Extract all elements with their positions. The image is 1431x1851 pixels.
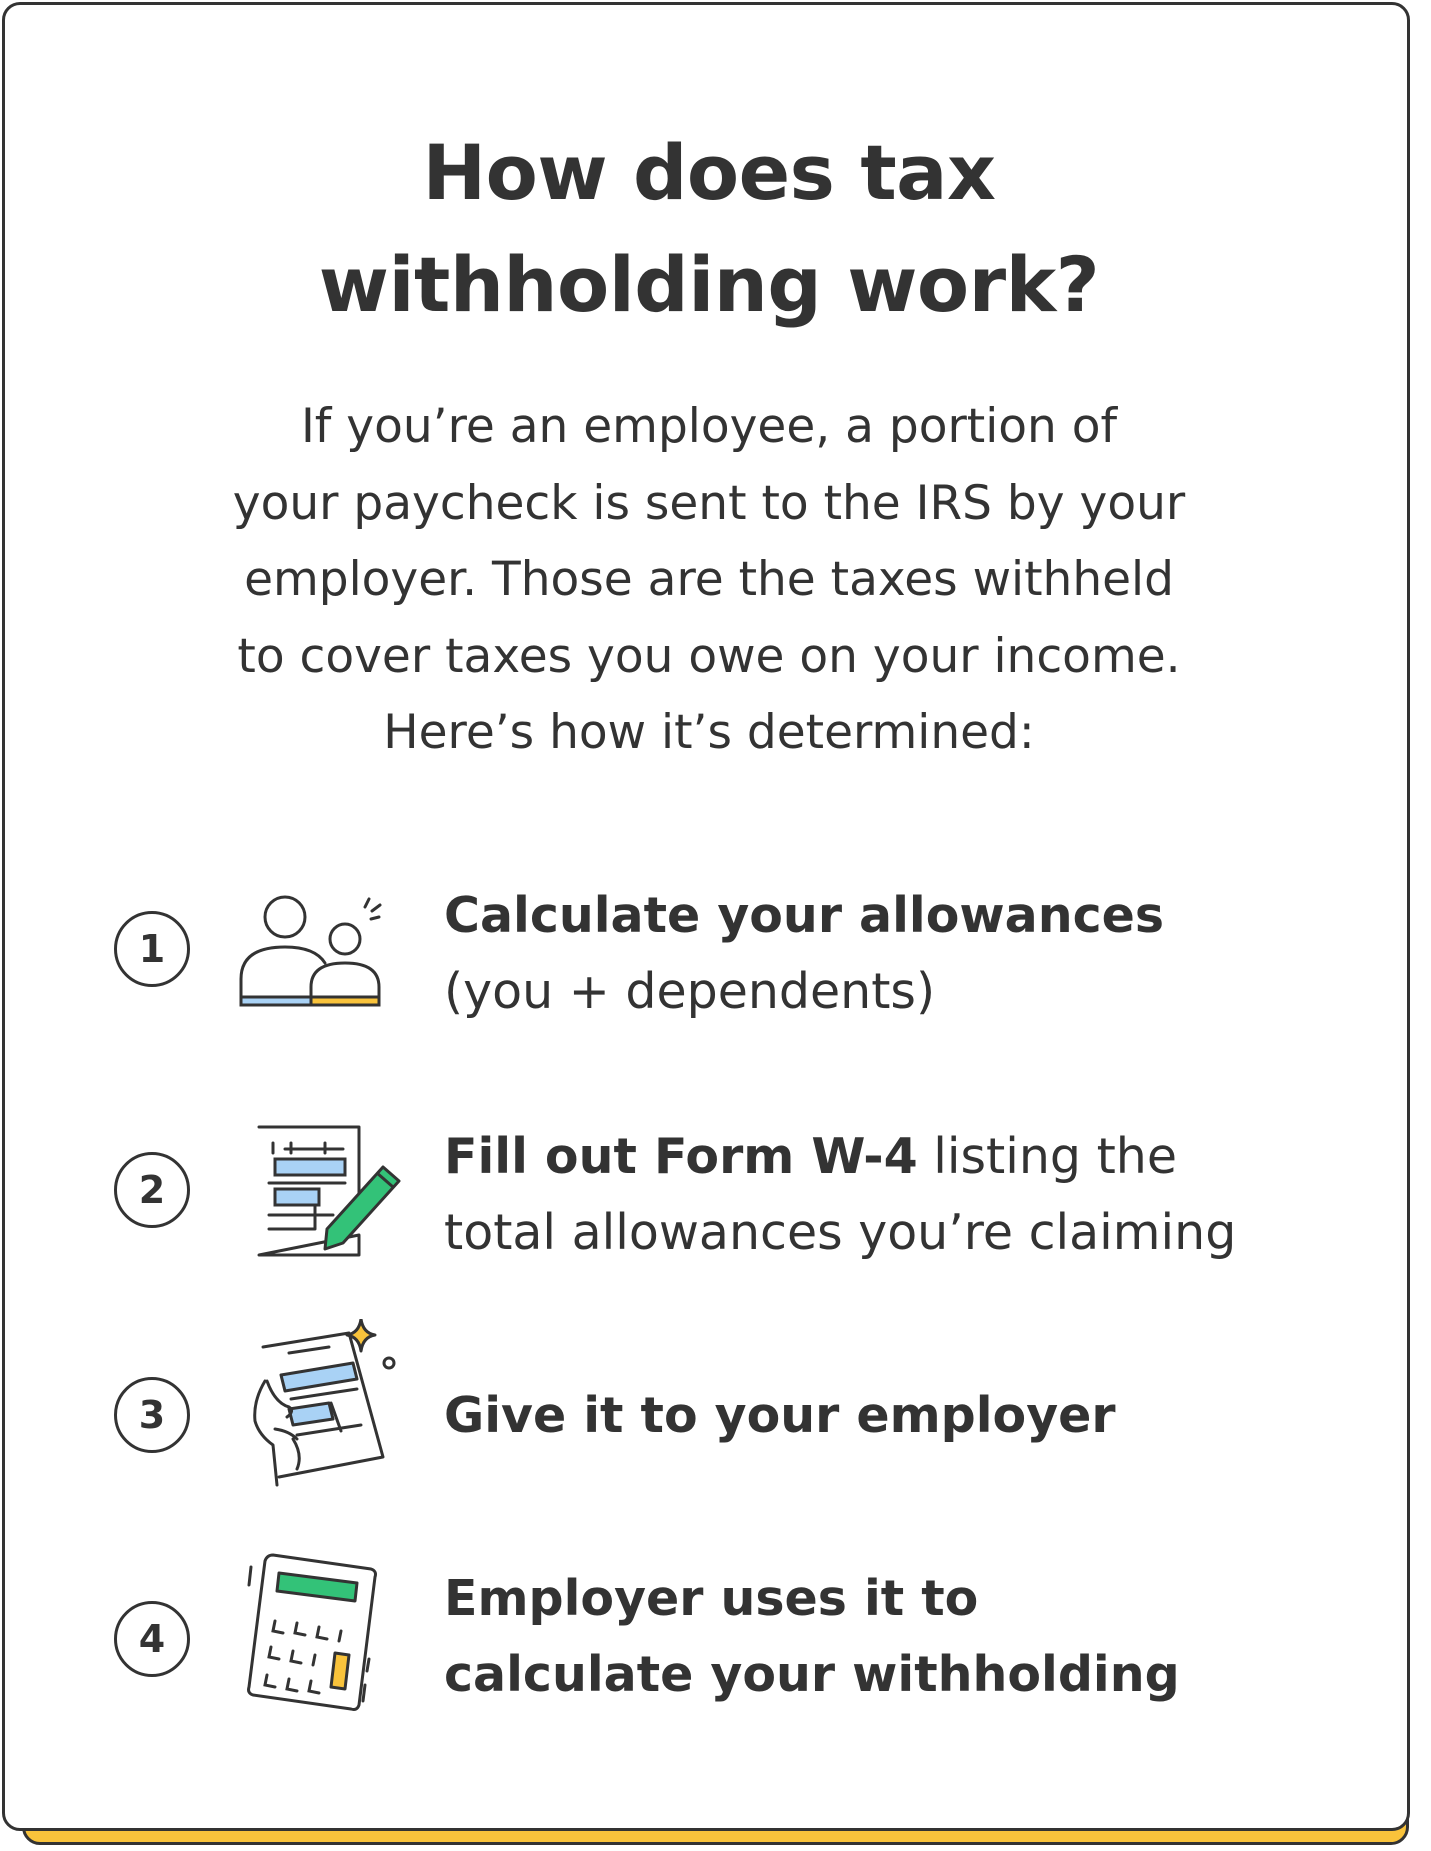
step-1-title: Calculate your allowances [444,887,1165,944]
step-1-detail: (you + dependents) [444,963,936,1020]
step-2-title-suffix: listing the [917,1128,1177,1185]
form-pen-icon [255,1123,405,1259]
step-2-detail: total allowances you’re claiming [444,1204,1237,1261]
step-3-text [444,1378,1116,1454]
people-icon [237,891,382,1013]
step-2-title: Fill out Form W-4 [444,1128,918,1185]
intro-line-3: employer. Those are the taxes withheld [244,552,1174,607]
step-number-3: 3 [114,1377,190,1453]
title-line-2: withholding work? [318,240,1100,329]
title-line-1: How does tax [422,128,996,217]
intro-line-2: your paycheck is sent to the IRS by your [232,475,1186,531]
calculator-icon [245,1551,381,1715]
step-4-text [444,1561,1180,1713]
step-1-text [444,878,1164,1030]
step-2-text [444,1119,1236,1271]
step-3-title: Give it to your employer [444,1387,1116,1444]
intro-line-1: If you’re an employee, a portion of [300,399,1118,454]
step-number-4: 4 [114,1601,190,1677]
intro-paragraph [145,389,1273,772]
intro-line-4: to cover taxes you owe on your income. [237,628,1181,684]
step-4-title: Employer uses it to [444,1570,979,1627]
step-4-title-line-2: calculate your withholding [444,1646,1180,1703]
info-card [2,2,1410,1831]
page-title [5,117,1413,341]
step-number-1: 1 [114,911,190,987]
step-number-2: 2 [114,1152,190,1228]
hand-form-icon [249,1319,399,1489]
intro-line-5: Here’s how it’s determined: [383,705,1035,760]
